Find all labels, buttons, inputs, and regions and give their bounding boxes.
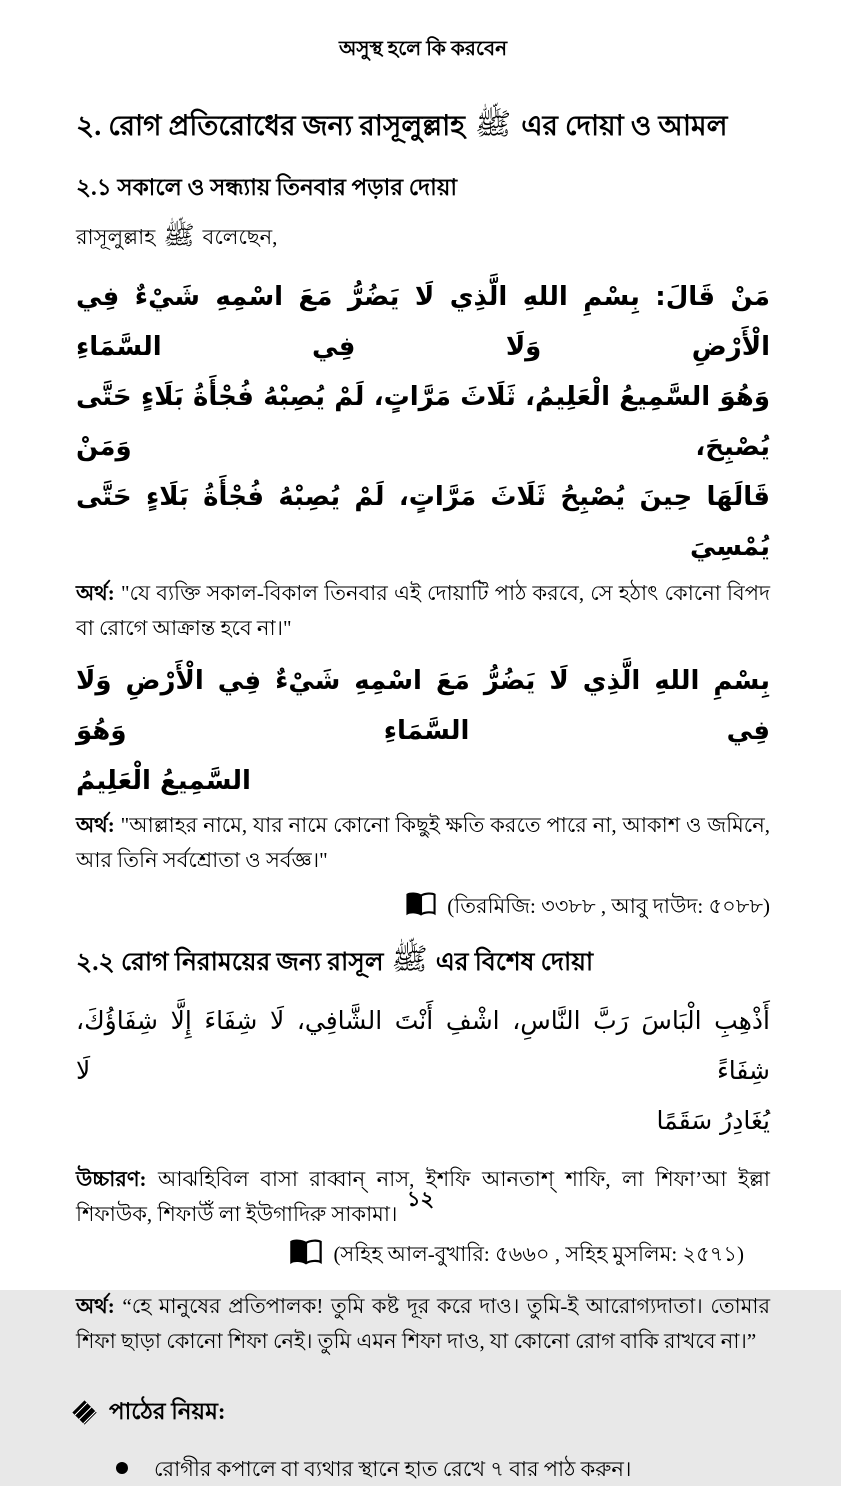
arabic-morning-dua [76, 272, 770, 572]
section-2-heading-prefix: ২. রোগ প্রতিরোধের জন্য রাসূলুল্লাহ [76, 111, 465, 142]
pronunciation-label: উচ্চারণ: [76, 1167, 147, 1191]
rule-item-text: রোগীর কপালে বা ব্যথার স্থানে হাত রেখে ৭ বার পাঠ করুন। [154, 1457, 632, 1481]
arabic-healing-dua [76, 996, 770, 1146]
pbuh-calligraphy-icon: ﷺ [475, 106, 512, 142]
page-number: ১২ [406, 1187, 435, 1211]
narrator-line-prefix: রাসূলুল্লাহ [76, 224, 156, 249]
arabic-line: وَهُوَ السَّمِيعُ الْعَلِيمُ، ثَلَاثَ مَرَّاتٍ، لَمْ يُصِبْهُ فُجْأَةُ بَلَاءٍ حَتَّى يُصْبِحَ، وَمَنْ [76, 381, 770, 462]
meaning-text: "যে ব্যক্তি সকাল-বিকাল তিনবার এই দোয়াটি পাঠ করবে, সে হঠাৎ কোনো বিপদ বা রোগে আক্রান্ত হবে না।" [76, 580, 770, 640]
pbuh-calligraphy-icon: ﷺ [163, 221, 195, 252]
section-2-2-heading [76, 942, 770, 978]
section-2-heading [76, 106, 770, 144]
diamond-bullet-icon [72, 1400, 96, 1424]
meaning-label: অর্থ: [76, 580, 115, 605]
meaning-paragraph-2 [76, 808, 770, 878]
arabic-line: مَنْ قَالَ: بِسْمِ اللهِ الَّذِي لَا يَضُرُّ مَعَ اسْمِهِ شَيْءٌ فِي الْأَرْضِ وَلَا فِي السَّمَاءِ [76, 281, 770, 362]
rule-list-item [76, 1452, 770, 1486]
section-2-heading-suffix: এর দোয়া ও আমল [521, 111, 728, 142]
pronunciation-text: আঝহিবিল বাসা রাব্বান্ নাস, ইশফি আনতাশ্ শাফি, লা শিফা’আ ইল্লা শিফাউক, শিফাউঁ লা ইউগাদিরু সাকামা। [76, 1167, 770, 1226]
meaning-paragraph-1 [76, 576, 770, 646]
arabic-line: قَالَهَا حِينَ يُصْبِحُ ثَلَاثَ مَرَّاتٍ، لَمْ يُصِبْهُ فُجْأَةُ بَلَاءٍ حَتَّى يُمْسِيَ [76, 481, 770, 562]
section-2-1-heading [76, 174, 770, 203]
reference-text: (তিরমিজি: ৩৩৮৮ , আবু দাউদ: ৫০৮৮) [447, 893, 770, 918]
section-2-2-heading-suffix: এর বিশেষ দোয়া [435, 948, 594, 976]
arabic-line: بِسْمِ اللهِ الَّذِي لَا يَضُرُّ مَعَ اسْمِهِ شَيْءٌ فِي الْأَرْضِ وَلَا فِي السَّمَاءِ وَهُوَ [76, 665, 770, 746]
arabic-line: أَذْهِبِ الْبَاسَ رَبَّ النَّاسِ، اشْفِ أَنْتَ الشَّافِي، لَا شِفَاءَ إِلَّا شِفَاؤُكَ، شِفَاءً لَا [76, 1006, 770, 1085]
hadith-reference-1 [76, 890, 770, 925]
reading-rules-heading-text: পাঠের নিয়ম: [109, 1399, 226, 1424]
meaning-paragraph-3 [76, 1289, 770, 1359]
reading-rules-heading [76, 1393, 770, 1432]
reference-text: (সহিহ আল-বুখারি: ৫৬৬০ , সহিহ মুসলিম: ২৫৭১) [333, 1242, 744, 1266]
meaning-text: "আল্লাহর নামে, যার নামে কোনো কিছুই ক্ষতি করতে পারে না, আকাশ ও জমিনে, আর তিনি সর্বশ্রোতা ও সর্বজ্ঞ।" [76, 812, 770, 872]
section-2-1-heading-text: ২.১ সকালে ও সন্ধ্যায় তিনবার পড়ার দোয়া [76, 175, 458, 200]
narrator-line-suffix: বলেছেন, [202, 224, 278, 249]
section-2-2-heading-prefix: ২.২ রোগ নিরাময়ের জন্য রাসূল [76, 948, 384, 976]
meaning-label: অর্থ: [76, 812, 115, 837]
bullet-dot-icon [116, 1462, 128, 1474]
hadith-reference-2 [76, 1238, 770, 1273]
narrator-line [76, 221, 770, 256]
open-book-icon [289, 1239, 323, 1272]
pbuh-calligraphy-icon: ﷺ [391, 942, 428, 978]
arabic-bismillah-dua [76, 656, 770, 806]
running-head: অসুস্থ হলে কি করবেন [338, 38, 508, 60]
arabic-line: يُغَادِرُ سَقَمًا [656, 1106, 770, 1135]
meaning-text: “হে মানুষের প্রতিপালক! তুমি কষ্ট দূর করে দাও। তুমি-ই আরোগ্যদাতা। তোমার শিফা ছাড়া কোনো শিফা নেই। তুমি এমন শিফা দাও, যা কোনো রোগ বাকি রাখবে না।” [76, 1294, 771, 1353]
open-book-icon [405, 892, 437, 923]
arabic-line: السَّمِيعُ الْعَلِيمُ [76, 765, 251, 796]
meaning-label: অর্থ: [76, 1294, 115, 1318]
